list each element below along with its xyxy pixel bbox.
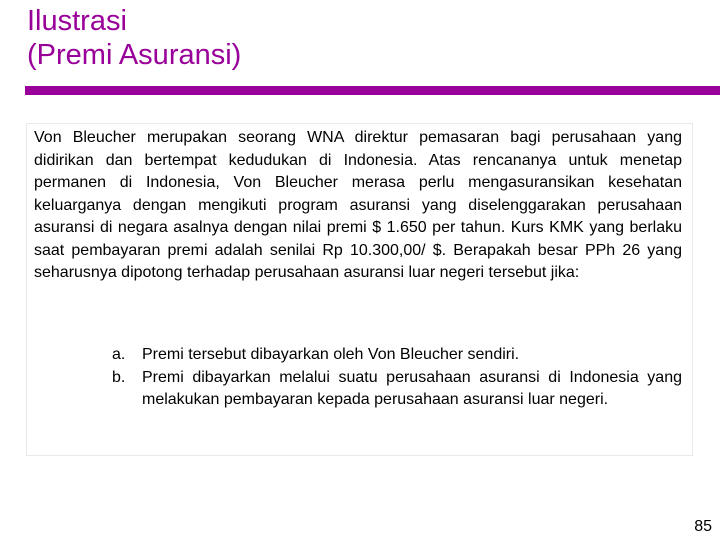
slide-title-line-2: (Premi Asuransi) <box>27 39 242 71</box>
option-b-text: Premi dibayarkan melalui suatu perusahaan asuransi di Indonesia yang melakukan pembayaran kepada perusahaan asuransi luar negeri. <box>142 368 682 408</box>
option-a <box>100 344 682 367</box>
option-b-marker: b. <box>112 368 126 386</box>
page-number: 85 <box>694 518 712 535</box>
question-options-list <box>100 344 682 412</box>
option-a-text: Premi tersebut dibayarkan oleh Von Bleucher sendiri. <box>142 346 520 363</box>
title-underline-bar <box>25 86 720 95</box>
slide-title <box>27 4 241 72</box>
option-a-marker: a. <box>112 346 126 363</box>
problem-paragraph: Von Bleucher merupakan seorang WNA direktur pemasaran bagi perusahaan yang didirikan dan bertempat kedudukan di Indonesia. Atas rencananya untuk menetap permanen di Indonesia, Von Bleucher merasa perlu mengasuransikan kesehatan keluarganya dengan mengikuti program asuransi yang diselenggarakan perusahaan asuransi di negara asalnya dengan nilai premi $ 1.650 per tahun. Kurs KMK yang berlaku saat pembayaran premi adalah senilai Rp 10.300,00/ $. Berapakah besar PPh 26 yang seharusnya dipotong terhadap perusahaan asuransi luar negeri tersebut jika: <box>34 129 682 281</box>
option-b <box>100 367 682 412</box>
slide-title-line-1: Ilustrasi <box>27 5 127 37</box>
